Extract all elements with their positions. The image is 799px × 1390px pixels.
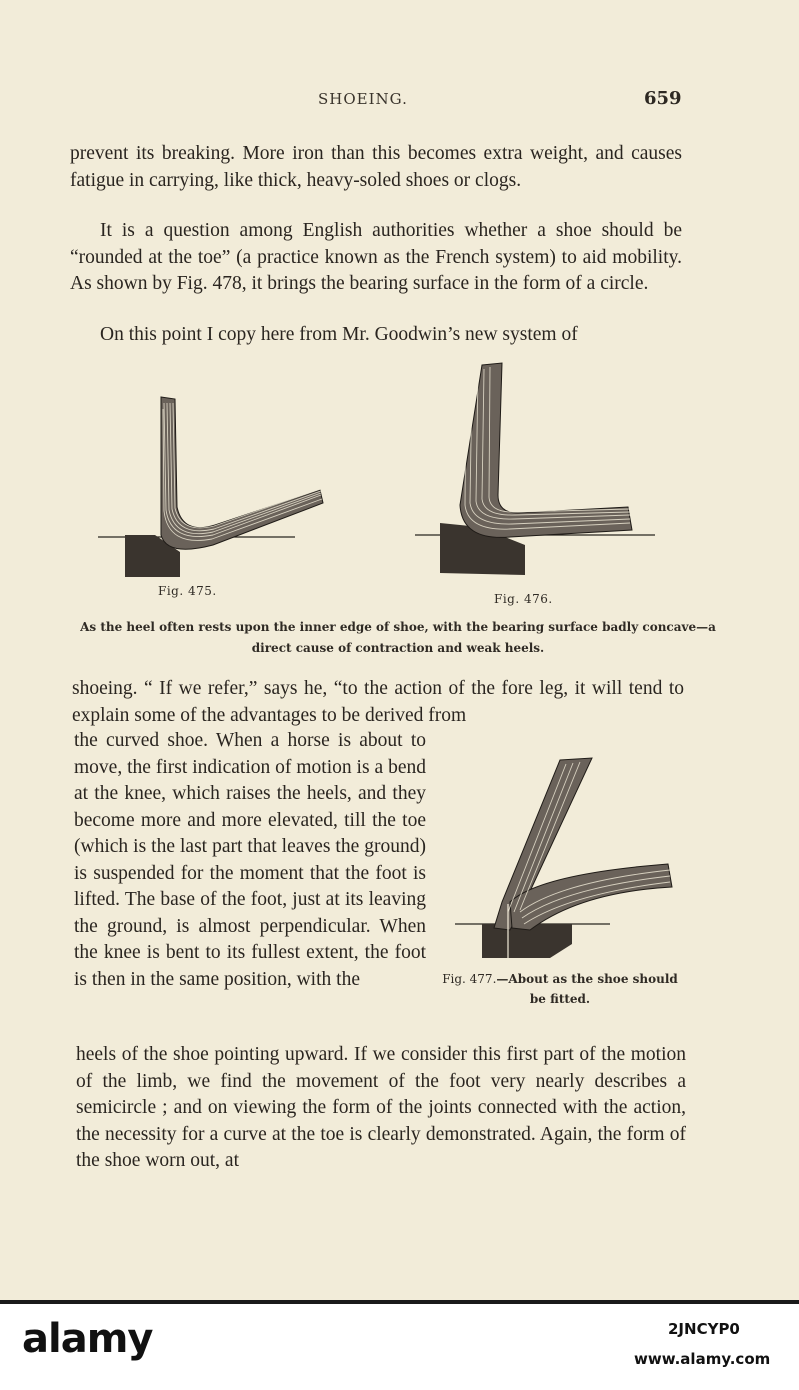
figure-477-text: —About as the shoe should be fitted. — [496, 972, 678, 1006]
paragraph-4: shoeing. “ If we refer,” says he, “to the action of the fore leg, it will tend to explain some of the advantages to be derived from — [72, 678, 684, 726]
stock-footer-banner — [0, 1300, 799, 1390]
paragraph-6: heels of the shoe pointing upward. If we consider this first part of the motion of the limb, we find the movement of the foot very nearly describes a semicircle ; and on viewing the form of the joints connected with the action, the necessity for a curve at the toe is clearly demonstrated. Again, the form of the shoe worn out, at — [76, 1044, 686, 1171]
figure-476-label: Fig. 476. — [494, 592, 553, 606]
figure-477-illustration — [450, 752, 680, 972]
running-head: SHOEING. — [318, 90, 408, 108]
figure-477-drawing — [450, 752, 680, 972]
site-url: www.alamy.com — [634, 1350, 771, 1368]
page-number: 659 — [644, 88, 682, 109]
page-header — [0, 90, 799, 114]
paragraph-3: On this point I copy here from Mr. Goodwin’s new system of — [100, 324, 578, 345]
figure-475-drawing — [95, 385, 330, 585]
brand-logo: alamy — [22, 1316, 153, 1362]
paragraph-1: prevent its breaking. More iron than this becomes extra weight, and causes fatigue in carrying, like thick, heavy-soled shoes or clogs. — [70, 143, 682, 191]
figure-477-number: Fig. 477. — [442, 972, 497, 986]
figure-476-illustration — [410, 355, 660, 585]
paragraph-2: It is a question among English authorities whether a shoe should be “rounded at the toe” (a practice known as the French system) to aid mobility. As shown by Fig. 478, it brings the bearing surface in the form of a circle. — [70, 220, 682, 294]
paragraph-5: the curved shoe. When a horse is about to move, the first indication of motion is a bend at the knee, which raises the heels, and they become more and more elevated, till the toe (which is the last part that leaves the ground) is suspended for the moment that the foot is lifted. The base of the foot, just at its leaving the ground, is almost perpendicular. When the knee is bent to its fullest extent, the foot is then in the same position, with the — [74, 730, 426, 990]
figure-475-label: Fig. 475. — [158, 584, 217, 598]
figures-475-476-caption: As the heel often rests upon the inner edge of shoe, with the bearing surface badly concave—a direct cause of contraction and weak heels. — [80, 620, 716, 655]
figure-475-illustration — [95, 385, 330, 585]
image-id: 2JNCYP0 — [668, 1320, 740, 1338]
footer-divider — [0, 1300, 799, 1304]
figure-477-caption — [440, 969, 680, 1009]
figure-476-drawing — [410, 355, 660, 585]
